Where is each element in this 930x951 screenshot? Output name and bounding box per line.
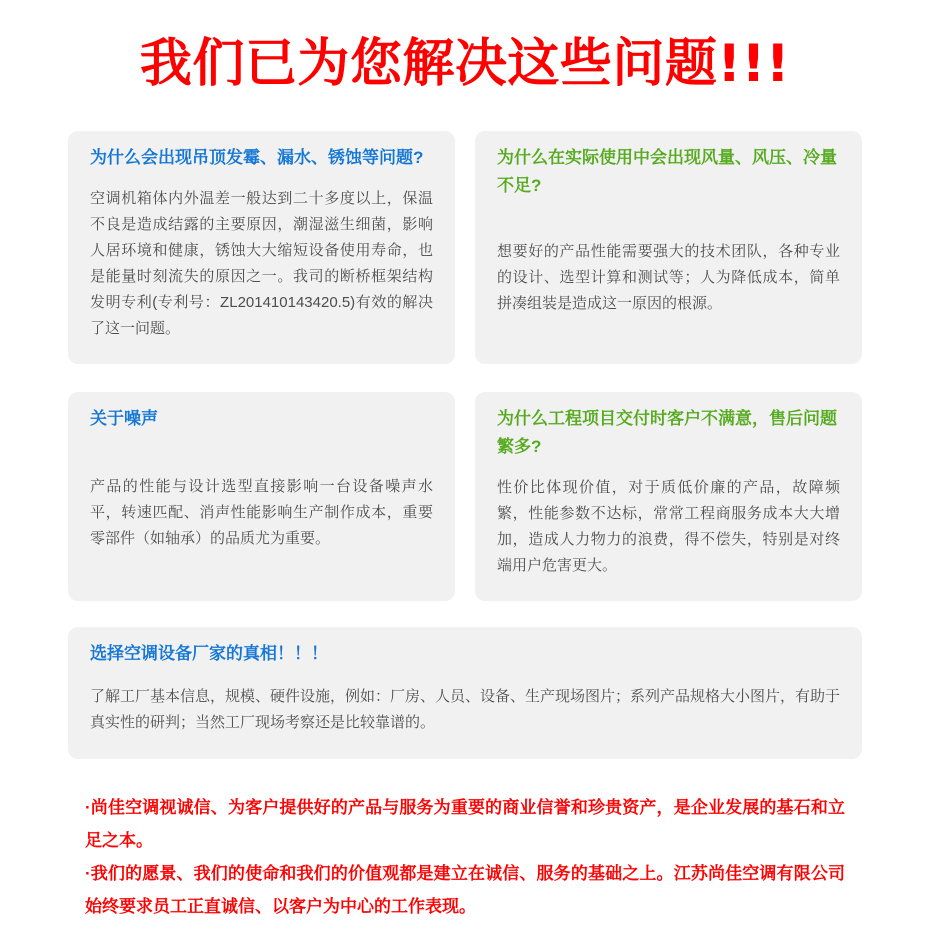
card-aftersales-issues-title: 为什么工程项目交付时客户不满意，售后问题繁多? <box>497 409 837 457</box>
page-title: 我们已为您解决这些问题!!! <box>139 34 791 94</box>
card-mold-leak-rust-body: 空调机箱体内外温差一般达到二十多度以上，保温不良是造成结露的主要原因，潮湿滋生细菌，影响人居环境和健康，锈蚀大大缩短设备使用寿命，也是能量时刻流失的原因之一。我司的断桥框架结构发明专利(专利号：ZL201410143420.5)有效的解决了这一问题。 <box>90 190 433 338</box>
card-aftersales-issues <box>475 392 862 601</box>
card-factory-truth-title: 选择空调设备厂家的真相！！！ <box>90 644 328 664</box>
card-airflow-shortage-body: 想要好的产品性能需要强大的技术团队，各种专业的设计、选型计算和测试等；人为降低成本，简单拼凑组装是造成这一原因的根源。 <box>497 243 840 313</box>
card-mold-leak-rust <box>68 131 455 364</box>
card-about-noise-title: 关于噪声 <box>90 409 158 429</box>
faq-cards-grid <box>68 131 862 601</box>
card-aftersales-issues-body: 性价比体现价值，对于质低价廉的产品，故障频繁，性能参数不达标，常常工程商服务成本大大增加，造成人力物力的浪费，得不偿失，特别是对终端用户危害更大。 <box>497 479 840 575</box>
card-airflow-shortage-title: 为什么在实际使用中会出现风量、风压、冷量不足? <box>497 148 837 196</box>
card-about-noise-body: 产品的性能与设计选型直接影响一台设备噪声水平，转速匹配、消声性能影响生产制作成本，重要零部件（如轴承）的品质尤为重要。 <box>90 478 433 548</box>
card-factory-truth-body: 了解工厂基本信息，规模、硬件设施，例如：厂房、人员、设备、生产现场图片；系列产品规格大小图片，有助于真实性的研判；当然工厂现场考察还是比较靠谱的。 <box>90 687 841 731</box>
card-mold-leak-rust-title: 为什么会出现吊顶发霉、漏水、锈蚀等问题? <box>90 148 424 168</box>
footer-statements <box>68 759 862 923</box>
footer-statement-integrity: ·尚佳空调视诚信、为客户提供好的产品与服务为重要的商业信誉和珍贵资产，是企业发展的基石和立足之本。 <box>85 798 845 851</box>
card-factory-truth <box>68 627 862 759</box>
card-about-noise <box>68 392 455 601</box>
card-airflow-shortage <box>475 131 862 364</box>
footer-statement-vision: ·我们的愿景、我们的使命和我们的价值观都是建立在诚信、服务的基础之上。江苏尚佳空调有限公司始终要求员工正直诚信、以客户为中心的工作表现。 <box>85 864 845 917</box>
